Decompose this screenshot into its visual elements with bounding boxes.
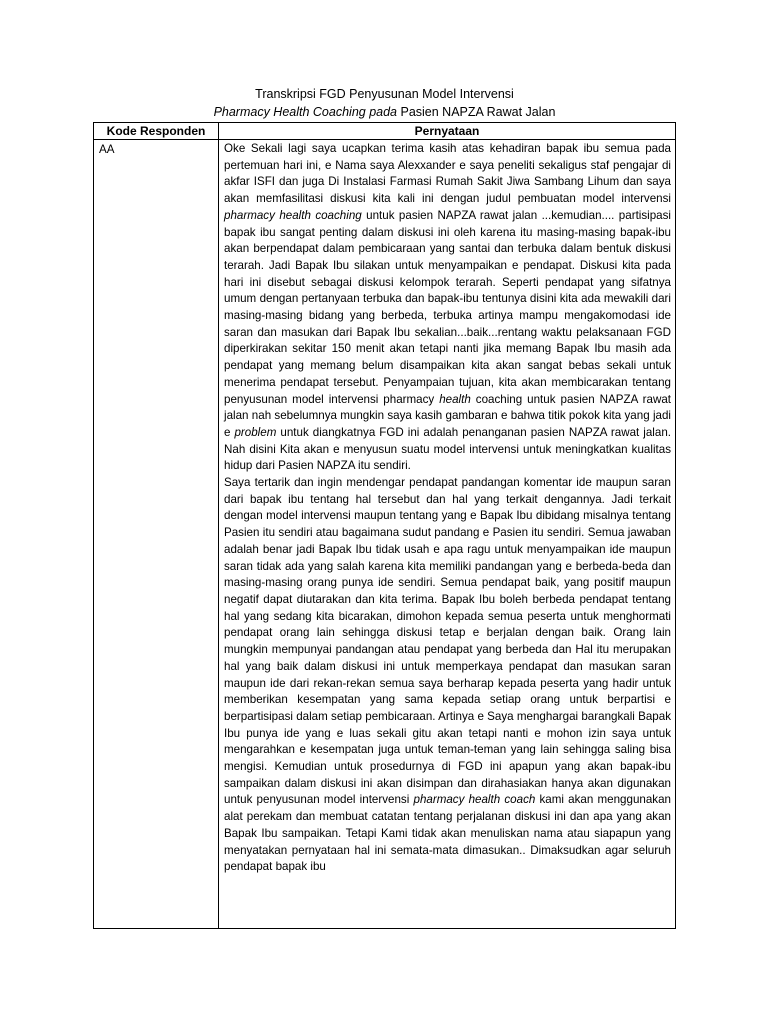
italic-text-segment: health [439,392,471,406]
table-header-row [94,123,676,140]
text-segment: coaching untuk pasien NAPZA rawat jalan nah sebelumnya mungkin saya kasih gambaran e bahwa titik pokok kita yang jadi e [224,392,671,439]
text-segment: untuk diangkatnya FGD ini adalah penanganan pasien NAPZA rawat jalan. Nah disini Kita akan e menyusun suatu model intervensi untuk meningkatkan kualitas hidup dari Pasien NAPZA itu sendiri. [224,425,671,473]
title-line-1: Transkripsi FGD Penyusunan Model Intervensi [255,87,514,101]
text-segment: Oke Sekali lagi saya ucapkan terima kasih atas kehadiran bapak ibu semua pada pertemuan hari ini, e Nama saya Alexxander e saya peneliti sekaligus staf pengajar di akfar ISFI dan juga Di Instalasi Farmasi Rumah Sakit Jiwa Sambang Lihum dan saya akan memfasilitasi diskusi kita kali ini dengan judul pembuatan model intervensi [224,142,671,206]
header-pernyataan: Pernyataan [219,123,676,140]
document-title [93,85,676,121]
statement-cell [219,140,676,929]
text-segment: kami akan menggunakan alat perekam dan membuat catatan tentang perjalanan diskusi ini dan apa yang akan Bapak Ibu sampaikan. Tetapi Kami tidak akan menuliskan nama atau siapapun yang menyatakan pernyataan hal ini semata-mata dimasukan.. Dimaksudkan agar seluruh pendapat bapak ibu [224,793,671,874]
transcript-table [93,122,676,929]
text-segment: Saya tertarik dan ingin mendengar pendapat pandangan komentar ide maupun saran dari bapak ibu tentang hal tersebut dan hal yang terkait dengannya. Jadi terkait dengan model intervensi maupun tentang yang e Bapak Ibu dibidang misalnya tentang Pasien itu sendiri atau bagaimana sudut pandang e Pasien itu sendiri. Semua jawaban adalah benar jadi Bapak Ibu tidak usah e apa ragu untuk menyampaikan ide maupun saran tidak ada yang salah karena kita memiliki pandangan yang e berbeda-beda dan masing-masing orang punya ide sendiri. Semua pendapat baik, yang positif maupun negatif dapat diutarakan dan kita terima. Bapak Ibu boleh berbeda pendapat tentang hal yang sedang kita bicarakan, dimohon kepada semua peserta untuk menghormati pendapat orang lain sehingga diskusi tetap e berjalan dengan baik. Orang lain mungkin mempunyai pandangan atau pendapat yang berbeda dan Hal itu merupakan hal yang baik dalam diskusi ini untuk memperkaya pendapat dan masukan saran maupun ide dari rekan-rekan semua saya berharap kepada peserta yang hadir untuk memberikan kesempatan yang sama kepada setiap orang untuk berpartisi e berpartisipasi dalam setiap pembicaraan. Artinya e Saya menghargai barangkali Bapak Ibu punya ide yang e luas sekali gitu akan tetapi nanti e mohon izin saya untuk mengarahkan e kesempatan juga untuk teman-teman yang lain sehingga saling bisa mengisi. Kemudian untuk prosedurnya di FGD ini apapun yang akan bapak-ibu sampaikan dalam diskusi ini akan disimpan dan dirahasiakan hanya akan digunakan untuk penyusunan model intervensi [224,476,671,807]
table-row [94,140,676,929]
text-segment: untuk pasien NAPZA rawat jalan ...kemudian.... partisipasi bapak ibu sangat penting dalam diskusi ini oleh karena itu masing-masing bapak-ibu akan berpendapat dalam pembicaraan yang santai dan terbuka dalam bentuk diskusi terarah. Jadi Bapak Ibu silakan untuk menyampaikan e pendapat. Diskusi kita pada hari ini disebut sebagai diskusi kelompok terarah. Seperti pendapat yang sifatnya umum dengan pertanyaan terbuka dan bapak-ibu tentunya disini kita ada mewakili dari masing-masing bidang yang berbeda, terbuka artinya mampu mengakomodasi ide saran dan masukan dari Bapak Ibu sekalian...baik...rentang waktu pelaksanaan FGD diperkirakan sekitar 150 menit akan tetapi nanti jika memang Bapak Ibu masih ada pendapat yang memang belum disampaikan kita akan sangat bebas sekali untuk menerima pendapat tersebut. Penyampaian tujuan, kita akan membicarakan tentang penyusunan model intervensi pharmacy [224,208,672,406]
italic-text-segment: problem [234,425,277,439]
title-line-2 [93,103,676,121]
header-kode-responden: Kode Responden [94,123,219,140]
title-line-2-italic: Pharmacy Health Coaching pada [213,105,398,119]
statement-paragraph [224,475,671,876]
italic-text-segment: pharmacy health coaching [224,208,362,222]
table-body [94,140,676,929]
statement-paragraph [224,141,671,475]
respondent-code-cell: AA [94,140,219,929]
italic-text-segment: pharmacy health coach [413,793,536,807]
title-line-2-rest: Pasien NAPZA Rawat Jalan [397,105,556,119]
